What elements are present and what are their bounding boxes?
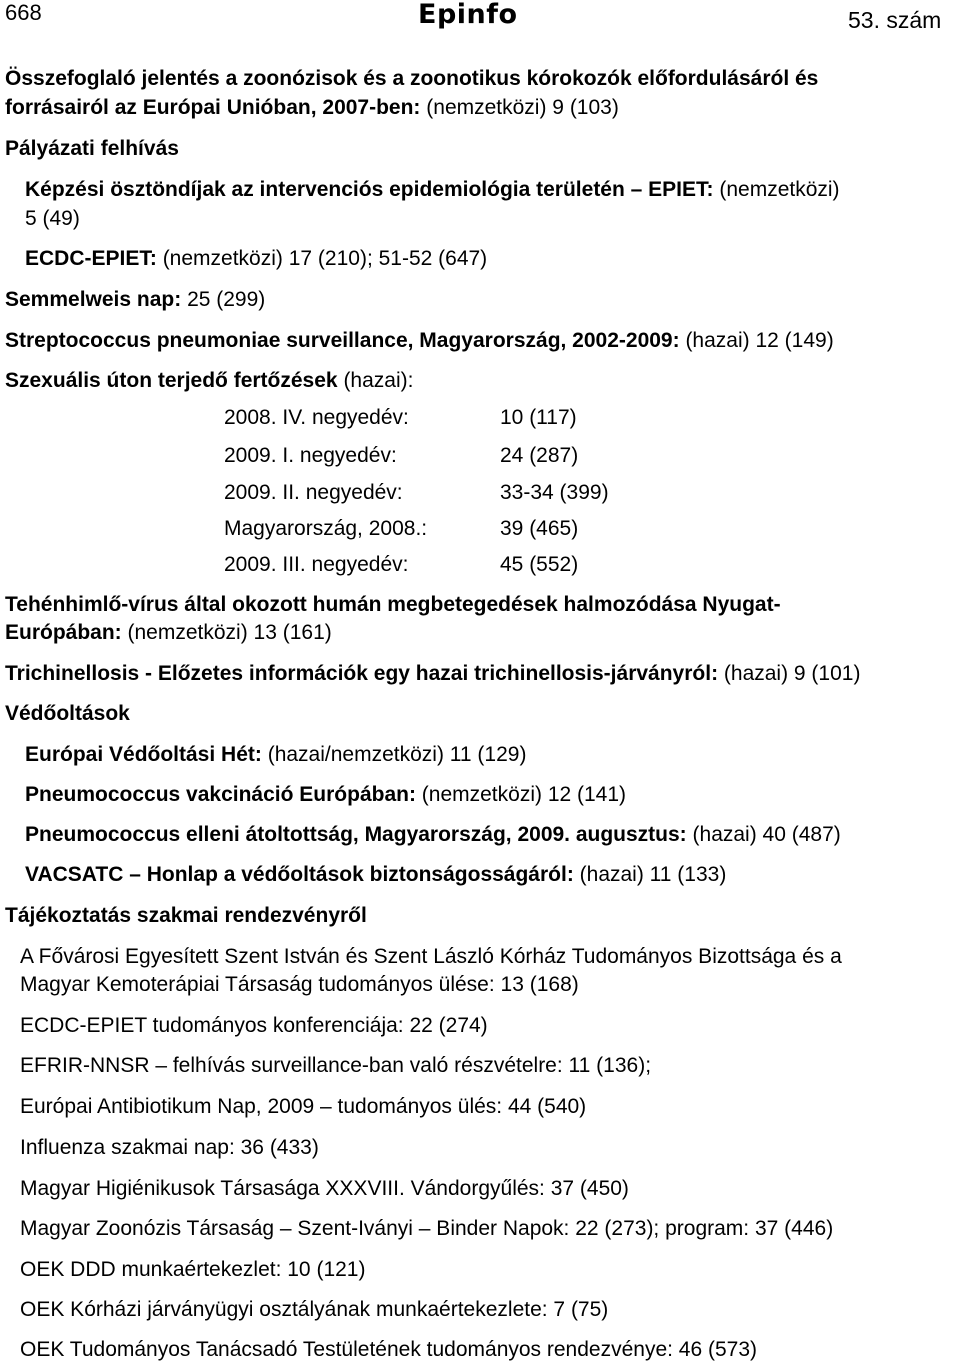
index-entry xyxy=(5,592,781,618)
entry-title: Képzési ösztöndíjak az intervenciós epidemiológia területén – EPIET: xyxy=(25,178,714,201)
entry-title: Összefoglaló jelentés a zoonózisok és a zoonotikus kórokozók előfordulásáról és xyxy=(5,67,819,90)
event-item: Influenza szakmai nap: 36 (433) xyxy=(20,1136,319,1159)
entry-ref: (nemzetközi) 17 (210); 51-52 (647) xyxy=(156,247,488,270)
quarter-label: 2008. IV. negyedév: xyxy=(224,406,409,429)
entry-title: forrásairól az Európai Unióban, 2007-ben: xyxy=(5,96,421,119)
index-entry xyxy=(5,661,860,687)
index-entry xyxy=(25,206,80,232)
index-entry xyxy=(25,246,487,272)
index-entry xyxy=(5,287,265,313)
event-item: OEK Tudományos Tanácsadó Testületének tudományos rendezvénye: 46 (573) xyxy=(20,1338,758,1361)
entry-title: Európában: xyxy=(5,621,122,644)
entry-ref: (hazai) 11 (133) xyxy=(573,863,727,886)
entry-title: Védőoltások xyxy=(5,702,130,725)
index-entry xyxy=(25,782,626,808)
index-entry xyxy=(25,822,841,848)
event-item: ECDC-EPIET tudományos konferenciája: 22 (274) xyxy=(20,1014,488,1037)
entry-title: Tájékoztatás szakmai rendezvényről xyxy=(5,904,367,927)
event-item: Európai Antibiotikum Nap, 2009 – tudományos ülés: 44 (540) xyxy=(20,1095,587,1118)
quarter-label: Magyarország, 2008.: xyxy=(224,517,428,540)
index-entry xyxy=(5,66,818,92)
entry-title: VACSATC – Honlap a védőoltások biztonságosságáról: xyxy=(25,863,574,886)
event-item: EFRIR-NNSR – felhívás surveillance-ban való részvételre: 11 (136); xyxy=(20,1054,652,1077)
issue-number: 53. szám xyxy=(848,7,942,33)
quarter-label: 2009. III. negyedév: xyxy=(224,553,409,576)
entry-ref: 5 (49) xyxy=(25,207,80,230)
page-number: 668 xyxy=(5,0,42,25)
entry-ref: (nemzetközi) xyxy=(713,178,840,201)
quarter-ref: 33-34 (399) xyxy=(500,481,609,504)
quarter-ref: 10 (117) xyxy=(500,406,577,429)
entry-ref: (hazai) 40 (487) xyxy=(686,823,841,846)
index-entry xyxy=(5,95,619,121)
journal-logo: Epinfo xyxy=(418,0,518,30)
entry-title: Semmelweis nap: xyxy=(5,288,182,311)
entry-title: Streptococcus pneumoniae surveillance, Magyarország, 2002-2009: xyxy=(5,329,680,352)
quarter-label: 2009. II. negyedév: xyxy=(224,481,403,504)
index-entry xyxy=(5,368,413,394)
entry-title: ECDC-EPIET: xyxy=(25,247,157,270)
entry-ref: (nemzetközi) 13 (161) xyxy=(121,621,332,644)
index-entry xyxy=(25,177,840,203)
entry-ref: (hazai): xyxy=(337,369,414,392)
entry-title: Európai Védőoltási Hét: xyxy=(25,743,262,766)
entry-ref: (hazai) 12 (149) xyxy=(679,329,834,352)
index-entry xyxy=(5,328,834,354)
quarter-ref: 39 (465) xyxy=(500,517,579,540)
index-entry xyxy=(25,862,726,888)
entry-ref: (nemzetközi) 12 (141) xyxy=(415,783,627,806)
event-item: Magyar Zoonózis Társaság – Szent-Iványi – Binder Napok: 22 (273); program: 37 (446) xyxy=(20,1217,834,1240)
entry-ref: (hazai/nemzetközi) 11 (129) xyxy=(261,743,527,766)
event-item: OEK Kórházi járványügyi osztályának munkaértekezlete: 7 (75) xyxy=(20,1298,609,1321)
entry-title: Pneumococcus vakcináció Európában: xyxy=(25,783,416,806)
index-entry xyxy=(5,620,332,646)
section-heading xyxy=(5,136,179,162)
event-item: Magyar Higiénikusok Társasága XXXVIII. Vándorgyűlés: 37 (450) xyxy=(20,1177,629,1200)
entry-ref: (nemzetközi) 9 (103) xyxy=(420,96,619,119)
entry-title: Szexuális úton terjedő fertőzések xyxy=(5,369,338,392)
quarter-ref: 24 (287) xyxy=(500,444,579,467)
event-item: A Fővárosi Egyesített Szent István és Szent László Kórház Tudományos Bizottsága és a xyxy=(20,945,842,968)
entry-title: Tehénhimlő-vírus által okozott humán megbetegedések halmozódása Nyugat- xyxy=(5,593,781,616)
entry-ref: 25 (299) xyxy=(181,288,266,311)
section-heading xyxy=(5,903,367,929)
event-item: OEK DDD munkaértekezlet: 10 (121) xyxy=(20,1258,366,1281)
event-item: Magyar Kemoterápiai Társaság tudományos ülése: 13 (168) xyxy=(20,973,579,996)
entry-title: Trichinellosis - Előzetes információk egy hazai trichinellosis-járványról: xyxy=(5,662,719,685)
quarter-label: 2009. I. negyedév: xyxy=(224,444,397,467)
entry-ref: (hazai) 9 (101) xyxy=(718,662,861,685)
section-heading xyxy=(5,701,130,727)
index-entry xyxy=(25,742,526,768)
quarter-ref: 45 (552) xyxy=(500,553,579,576)
entry-title: Pneumococcus elleni átoltottság, Magyarország, 2009. augusztus: xyxy=(25,823,687,846)
entry-title: Pályázati felhívás xyxy=(5,137,179,160)
